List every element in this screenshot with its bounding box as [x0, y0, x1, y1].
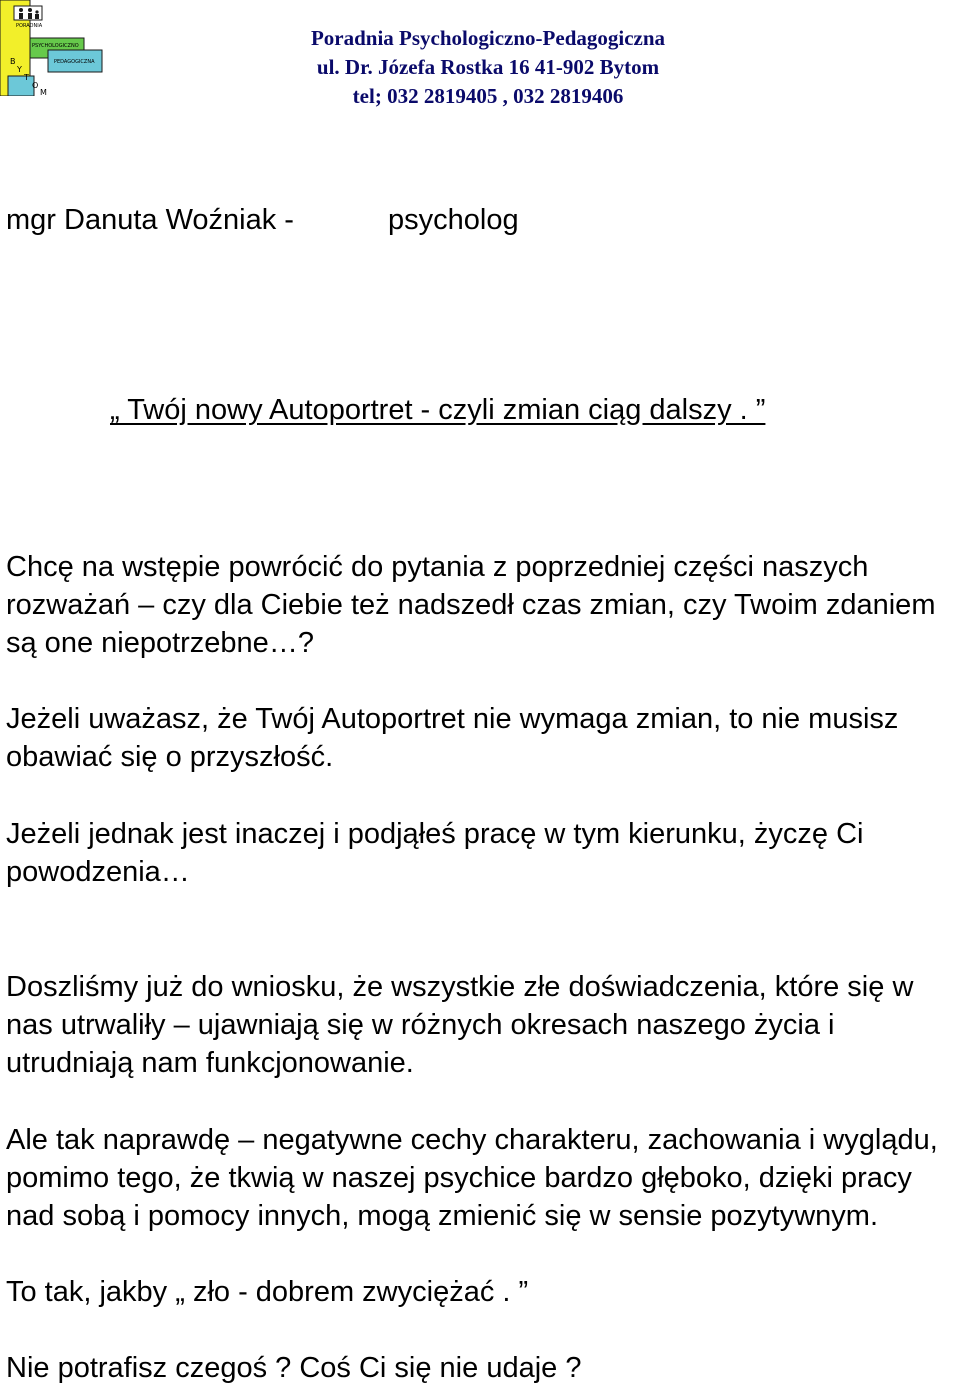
poradnia-logo — [0, 0, 104, 96]
svg-text:PEDAGOGICZNA: PEDAGOGICZNA — [54, 59, 95, 65]
paragraph-quote: To tak, jakby „ zło - dobrem zwyciężać . ” — [6, 1276, 529, 1308]
institution-address: ul. Dr. Józefa Rostka 16 41-902 Bytom — [316, 55, 660, 79]
article-title: „ Twój nowy Autoportret - czyli zmian ciąg dalszy . ” — [110, 394, 766, 426]
paragraph-experiences: Doszliśmy już do wniosku, że wszystkie złe doświadczenia, które się w nas utrwaliły – ujawniają się w różnych okresach naszego życia i utrudniają nam funkcjonowanie. — [6, 971, 914, 1079]
paragraph-no-change: Jeżeli uważasz, że Twój Autoportret nie wymaga zmian, to nie musisz obawiać się o przyszłość. — [6, 703, 899, 773]
paragraph-intro: Chcę na wstępie powrócić do pytania z poprzedniej części naszych rozważań – czy dla Ciebie też nadszedł czas zmian, czy Twoim zdaniem są one niepotrzebne…? — [6, 551, 936, 659]
svg-text:M: M — [40, 88, 47, 96]
svg-text:PORADNIA: PORADNIA — [16, 23, 43, 29]
paragraph-good-luck: Jeżeli jednak jest inaczej i podjąłeś pracę w tym kierunku, życzę Ci powodzenia… — [6, 818, 864, 888]
author-name: mgr Danuta Woźniak - — [6, 204, 294, 236]
institution-header — [258, 24, 718, 111]
paragraph-change-positive: Ale tak naprawdę – negatywne cechy charakteru, zachowania i wyglądu, pomimo tego, że tkwią w naszej psychice bardzo głęboko, dzięki pracy nad sobą i pomocy innych, mogą zmienić się w sensie pozytywnym. — [6, 1124, 938, 1232]
svg-text:B: B — [10, 57, 16, 66]
svg-text:Y: Y — [17, 65, 22, 74]
author-role: psycholog — [388, 204, 519, 236]
svg-text:PSYCHOLOGICZNO: PSYCHOLOGICZNO — [32, 43, 79, 49]
paragraph-question: Nie potrafisz czegoś ? Coś Ci się nie udaje ? — [6, 1352, 582, 1384]
institution-phone: tel; 032 2819405 , 032 2819406 — [352, 84, 624, 108]
svg-text:T: T — [24, 73, 29, 82]
institution-name: Poradnia Psychologiczno-Pedagogiczna — [310, 26, 666, 50]
svg-text:O: O — [32, 81, 39, 90]
